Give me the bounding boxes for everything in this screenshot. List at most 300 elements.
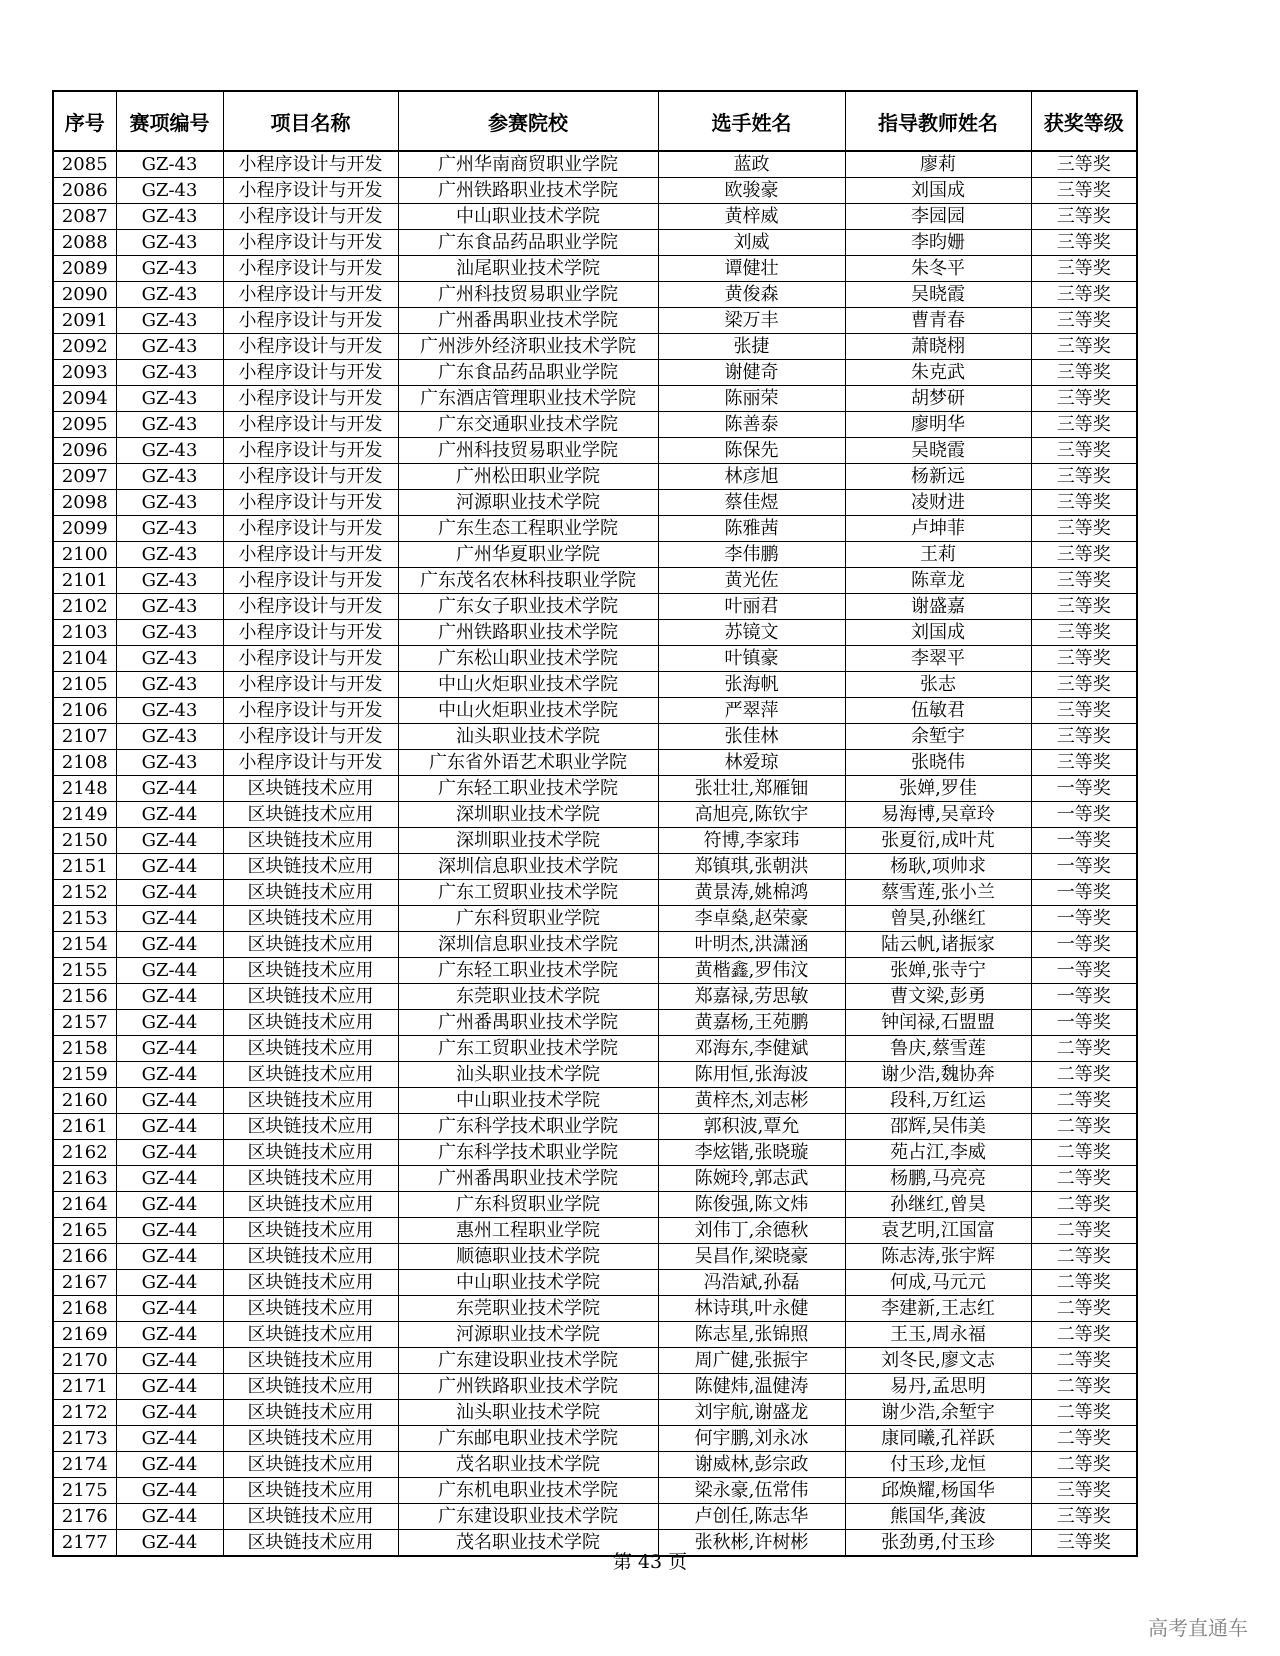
table-row [53, 1010, 1137, 1036]
cell-instructors: 朱冬平 [845, 256, 1031, 282]
cell-event-code: GZ-44 [116, 1530, 223, 1557]
cell-contestants: 刘伟丁,余德秋 [658, 1218, 845, 1244]
cell-index: 2095 [53, 412, 116, 438]
cell-instructors: 胡梦研 [845, 386, 1031, 412]
cell-project-name: 小程序设计与开发 [223, 750, 398, 776]
table-row [53, 282, 1137, 308]
cell-contestants: 谢健奇 [658, 360, 845, 386]
cell-award-level: 一等奖 [1031, 802, 1137, 828]
cell-award-level: 三等奖 [1031, 360, 1137, 386]
cell-award-level: 二等奖 [1031, 1296, 1137, 1322]
cell-index: 2158 [53, 1036, 116, 1062]
cell-award-level: 二等奖 [1031, 1140, 1137, 1166]
cell-instructors: 钟闰禄,石盟盟 [845, 1010, 1031, 1036]
cell-project-name: 区块链技术应用 [223, 1504, 398, 1530]
cell-school: 广东机电职业技术学院 [398, 1478, 658, 1504]
cell-event-code: GZ-43 [116, 438, 223, 464]
table-row [53, 1478, 1137, 1504]
cell-instructors: 廖莉 [845, 151, 1031, 178]
cell-award-level: 一等奖 [1031, 958, 1137, 984]
cell-event-code: GZ-43 [116, 230, 223, 256]
cell-contestants: 黄梓杰,刘志彬 [658, 1088, 845, 1114]
cell-instructors: 萧晓栩 [845, 334, 1031, 360]
cell-contestants: 叶明杰,洪潇涵 [658, 932, 845, 958]
cell-contestants: 陈善泰 [658, 412, 845, 438]
cell-instructors: 曾昊,孙继红 [845, 906, 1031, 932]
cell-project-name: 区块链技术应用 [223, 906, 398, 932]
cell-index: 2087 [53, 204, 116, 230]
cell-event-code: GZ-43 [116, 282, 223, 308]
cell-project-name: 区块链技术应用 [223, 1166, 398, 1192]
table-row [53, 230, 1137, 256]
cell-school: 广州番禺职业技术学院 [398, 1010, 658, 1036]
cell-project-name: 区块链技术应用 [223, 1010, 398, 1036]
cell-index: 2152 [53, 880, 116, 906]
cell-instructors: 李建新,王志红 [845, 1296, 1031, 1322]
cell-index: 2177 [53, 1530, 116, 1557]
cell-event-code: GZ-43 [116, 594, 223, 620]
cell-contestants: 高旭亮,陈钦宇 [658, 802, 845, 828]
cell-award-level: 三等奖 [1031, 412, 1137, 438]
cell-event-code: GZ-43 [116, 204, 223, 230]
cell-index: 2090 [53, 282, 116, 308]
table-row [53, 672, 1137, 698]
cell-contestants: 谭健壮 [658, 256, 845, 282]
cell-project-name: 小程序设计与开发 [223, 620, 398, 646]
cell-school: 广州铁路职业技术学院 [398, 620, 658, 646]
cell-instructors: 张志 [845, 672, 1031, 698]
cell-event-code: GZ-43 [116, 672, 223, 698]
cell-school: 广东工贸职业技术学院 [398, 1036, 658, 1062]
table-row [53, 750, 1137, 776]
cell-contestants: 何宇鹏,刘永冰 [658, 1426, 845, 1452]
cell-contestants: 陈健炜,温健涛 [658, 1374, 845, 1400]
cell-event-code: GZ-44 [116, 1296, 223, 1322]
cell-school: 深圳信息职业技术学院 [398, 932, 658, 958]
cell-contestants: 张秋彬,许树彬 [658, 1530, 845, 1557]
table-row [53, 1374, 1137, 1400]
cell-project-name: 小程序设计与开发 [223, 516, 398, 542]
cell-instructors: 刘国成 [845, 620, 1031, 646]
cell-school: 广东科学技术职业学院 [398, 1114, 658, 1140]
cell-event-code: GZ-44 [116, 1218, 223, 1244]
cell-index: 2099 [53, 516, 116, 542]
cell-award-level: 一等奖 [1031, 932, 1137, 958]
cell-event-code: GZ-43 [116, 151, 223, 178]
cell-contestants: 卢创任,陈志华 [658, 1504, 845, 1530]
cell-school: 中山火炬职业技术学院 [398, 698, 658, 724]
cell-event-code: GZ-44 [116, 1400, 223, 1426]
cell-index: 2107 [53, 724, 116, 750]
cell-award-level: 二等奖 [1031, 1270, 1137, 1296]
cell-project-name: 区块链技术应用 [223, 802, 398, 828]
cell-index: 2088 [53, 230, 116, 256]
cell-school: 广州华南商贸职业学院 [398, 151, 658, 178]
cell-index: 2169 [53, 1322, 116, 1348]
cell-award-level: 二等奖 [1031, 1036, 1137, 1062]
header-index: 序号 [53, 91, 116, 151]
cell-award-level: 三等奖 [1031, 646, 1137, 672]
table-row [53, 620, 1137, 646]
cell-event-code: GZ-44 [116, 1140, 223, 1166]
cell-instructors: 张晓伟 [845, 750, 1031, 776]
table-row [53, 1114, 1137, 1140]
cell-index: 2098 [53, 490, 116, 516]
table-row [53, 386, 1137, 412]
cell-contestants: 符博,李家玮 [658, 828, 845, 854]
cell-project-name: 区块链技术应用 [223, 1244, 398, 1270]
table-row [53, 1166, 1137, 1192]
table-row [53, 854, 1137, 880]
cell-award-level: 三等奖 [1031, 490, 1137, 516]
table-row [53, 204, 1137, 230]
table-row [53, 776, 1137, 802]
cell-contestants: 刘威 [658, 230, 845, 256]
cell-project-name: 区块链技术应用 [223, 1478, 398, 1504]
cell-school: 河源职业技术学院 [398, 1322, 658, 1348]
cell-instructors: 李翠平 [845, 646, 1031, 672]
table-row [53, 594, 1137, 620]
table-row [53, 932, 1137, 958]
cell-event-code: GZ-43 [116, 464, 223, 490]
cell-event-code: GZ-43 [116, 750, 223, 776]
cell-contestants: 郑镇琪,张朝洪 [658, 854, 845, 880]
cell-award-level: 三等奖 [1031, 178, 1137, 204]
cell-event-code: GZ-43 [116, 256, 223, 282]
cell-award-level: 二等奖 [1031, 1088, 1137, 1114]
cell-index: 2156 [53, 984, 116, 1010]
cell-school: 中山职业技术学院 [398, 204, 658, 230]
cell-contestants: 张佳林 [658, 724, 845, 750]
cell-instructors: 李园园 [845, 204, 1031, 230]
cell-contestants: 邓海东,李健斌 [658, 1036, 845, 1062]
cell-event-code: GZ-43 [116, 568, 223, 594]
watermark: 高考直通车 [1148, 1616, 1248, 1640]
cell-index: 2166 [53, 1244, 116, 1270]
cell-school: 广州铁路职业技术学院 [398, 1374, 658, 1400]
cell-award-level: 三等奖 [1031, 438, 1137, 464]
cell-project-name: 区块链技术应用 [223, 958, 398, 984]
cell-award-level: 一等奖 [1031, 776, 1137, 802]
cell-index: 2157 [53, 1010, 116, 1036]
cell-instructors: 谢少浩,魏协奔 [845, 1062, 1031, 1088]
cell-award-level: 三等奖 [1031, 568, 1137, 594]
cell-contestants: 郭积波,覃允 [658, 1114, 845, 1140]
cell-index: 2163 [53, 1166, 116, 1192]
cell-project-name: 小程序设计与开发 [223, 282, 398, 308]
table-row [53, 334, 1137, 360]
cell-index: 2173 [53, 1426, 116, 1452]
cell-instructors: 易海博,吴章玲 [845, 802, 1031, 828]
cell-event-code: GZ-44 [116, 1062, 223, 1088]
cell-project-name: 区块链技术应用 [223, 854, 398, 880]
cell-event-code: GZ-44 [116, 1426, 223, 1452]
cell-event-code: GZ-44 [116, 854, 223, 880]
cell-project-name: 小程序设计与开发 [223, 464, 398, 490]
cell-project-name: 小程序设计与开发 [223, 386, 398, 412]
table-row [53, 308, 1137, 334]
cell-event-code: GZ-44 [116, 906, 223, 932]
cell-index: 2089 [53, 256, 116, 282]
cell-contestants: 吴昌作,梁晓豪 [658, 1244, 845, 1270]
cell-contestants: 黄俊森 [658, 282, 845, 308]
cell-school: 广东轻工职业技术学院 [398, 958, 658, 984]
cell-award-level: 三等奖 [1031, 516, 1137, 542]
cell-index: 2092 [53, 334, 116, 360]
cell-contestants: 陈用恒,张海波 [658, 1062, 845, 1088]
cell-school: 广州华夏职业学院 [398, 542, 658, 568]
cell-event-code: GZ-44 [116, 1348, 223, 1374]
cell-project-name: 区块链技术应用 [223, 984, 398, 1010]
cell-school: 广东科学技术职业学院 [398, 1140, 658, 1166]
cell-award-level: 三等奖 [1031, 594, 1137, 620]
cell-project-name: 区块链技术应用 [223, 828, 398, 854]
cell-project-name: 区块链技术应用 [223, 1374, 398, 1400]
cell-index: 2108 [53, 750, 116, 776]
cell-index: 2168 [53, 1296, 116, 1322]
cell-contestants: 蓝政 [658, 151, 845, 178]
cell-school: 深圳职业技术学院 [398, 802, 658, 828]
cell-award-level: 二等奖 [1031, 1218, 1137, 1244]
cell-project-name: 区块链技术应用 [223, 776, 398, 802]
cell-school: 广东邮电职业技术学院 [398, 1426, 658, 1452]
cell-event-code: GZ-43 [116, 412, 223, 438]
cell-project-name: 区块链技术应用 [223, 1270, 398, 1296]
cell-project-name: 小程序设计与开发 [223, 256, 398, 282]
cell-contestants: 陈婉玲,郭志武 [658, 1166, 845, 1192]
cell-contestants: 梁永豪,伍常伟 [658, 1478, 845, 1504]
cell-award-level: 二等奖 [1031, 1166, 1137, 1192]
cell-event-code: GZ-44 [116, 1504, 223, 1530]
cell-event-code: GZ-43 [116, 620, 223, 646]
cell-project-name: 小程序设计与开发 [223, 412, 398, 438]
table-row [53, 256, 1137, 282]
cell-award-level: 三等奖 [1031, 334, 1137, 360]
cell-event-code: GZ-44 [116, 1270, 223, 1296]
cell-contestants: 李炫锴,张晓璇 [658, 1140, 845, 1166]
cell-project-name: 区块链技术应用 [223, 1192, 398, 1218]
cell-project-name: 区块链技术应用 [223, 1140, 398, 1166]
cell-project-name: 区块链技术应用 [223, 1062, 398, 1088]
table-row [53, 1192, 1137, 1218]
cell-school: 广东女子职业技术学院 [398, 594, 658, 620]
header-school: 参赛院校 [398, 91, 658, 151]
cell-instructors: 刘冬民,廖文志 [845, 1348, 1031, 1374]
table-row [53, 1140, 1137, 1166]
cell-index: 2174 [53, 1452, 116, 1478]
table-row [53, 1218, 1137, 1244]
header-instructors: 指导教师姓名 [845, 91, 1031, 151]
cell-event-code: GZ-44 [116, 932, 223, 958]
cell-project-name: 小程序设计与开发 [223, 698, 398, 724]
cell-school: 广东生态工程职业学院 [398, 516, 658, 542]
cell-contestants: 林彦旭 [658, 464, 845, 490]
cell-school: 广东酒店管理职业技术学院 [398, 386, 658, 412]
cell-project-name: 小程序设计与开发 [223, 594, 398, 620]
cell-project-name: 小程序设计与开发 [223, 334, 398, 360]
cell-award-level: 三等奖 [1031, 698, 1137, 724]
cell-project-name: 区块链技术应用 [223, 1296, 398, 1322]
cell-project-name: 小程序设计与开发 [223, 490, 398, 516]
cell-contestants: 李卓燊,赵荣豪 [658, 906, 845, 932]
cell-event-code: GZ-44 [116, 1010, 223, 1036]
cell-index: 2154 [53, 932, 116, 958]
cell-contestants: 张壮壮,郑雁钿 [658, 776, 845, 802]
cell-award-level: 一等奖 [1031, 854, 1137, 880]
cell-contestants: 黄景涛,姚棉鸿 [658, 880, 845, 906]
cell-contestants: 黄嘉杨,王苑鹏 [658, 1010, 845, 1036]
table-row [53, 542, 1137, 568]
cell-index: 2103 [53, 620, 116, 646]
cell-instructors: 孙继红,曾昊 [845, 1192, 1031, 1218]
cell-school: 广州涉外经济职业技术学院 [398, 334, 658, 360]
cell-school: 茂名职业技术学院 [398, 1452, 658, 1478]
cell-event-code: GZ-43 [116, 360, 223, 386]
cell-school: 深圳信息职业技术学院 [398, 854, 658, 880]
cell-event-code: GZ-44 [116, 1322, 223, 1348]
cell-instructors: 邵辉,吴伟美 [845, 1114, 1031, 1140]
cell-contestants: 李伟鹏 [658, 542, 845, 568]
cell-event-code: GZ-44 [116, 984, 223, 1010]
cell-project-name: 区块链技术应用 [223, 1426, 398, 1452]
cell-index: 2106 [53, 698, 116, 724]
table-row [53, 724, 1137, 750]
cell-award-level: 三等奖 [1031, 750, 1137, 776]
cell-school: 广州科技贸易职业学院 [398, 438, 658, 464]
table-row [53, 412, 1137, 438]
cell-instructors: 王莉 [845, 542, 1031, 568]
cell-award-level: 二等奖 [1031, 1374, 1137, 1400]
cell-award-level: 二等奖 [1031, 1062, 1137, 1088]
cell-award-level: 三等奖 [1031, 386, 1137, 412]
cell-event-code: GZ-44 [116, 1166, 223, 1192]
table-row [53, 958, 1137, 984]
cell-event-code: GZ-44 [116, 1374, 223, 1400]
cell-event-code: GZ-43 [116, 386, 223, 412]
cell-index: 2101 [53, 568, 116, 594]
cell-school: 广州铁路职业技术学院 [398, 178, 658, 204]
cell-index: 2175 [53, 1478, 116, 1504]
cell-instructors: 曹青春 [845, 308, 1031, 334]
cell-contestants: 刘宇航,谢盛龙 [658, 1400, 845, 1426]
cell-instructors: 廖明华 [845, 412, 1031, 438]
cell-project-name: 小程序设计与开发 [223, 542, 398, 568]
cell-award-level: 三等奖 [1031, 282, 1137, 308]
cell-award-level: 三等奖 [1031, 256, 1137, 282]
cell-event-code: GZ-44 [116, 802, 223, 828]
cell-event-code: GZ-44 [116, 776, 223, 802]
cell-project-name: 小程序设计与开发 [223, 151, 398, 178]
cell-project-name: 区块链技术应用 [223, 1036, 398, 1062]
cell-school: 广州番禺职业技术学院 [398, 1166, 658, 1192]
cell-school: 广东省外语艺术职业学院 [398, 750, 658, 776]
cell-project-name: 小程序设计与开发 [223, 360, 398, 386]
cell-project-name: 区块链技术应用 [223, 1400, 398, 1426]
cell-instructors: 凌财进 [845, 490, 1031, 516]
table-row [53, 1088, 1137, 1114]
table-row [53, 1244, 1137, 1270]
cell-event-code: GZ-43 [116, 178, 223, 204]
cell-school: 深圳职业技术学院 [398, 828, 658, 854]
cell-contestants: 陈保先 [658, 438, 845, 464]
cell-index: 2104 [53, 646, 116, 672]
cell-event-code: GZ-43 [116, 646, 223, 672]
cell-school: 广州科技贸易职业学院 [398, 282, 658, 308]
cell-award-level: 一等奖 [1031, 1010, 1137, 1036]
cell-award-level: 二等奖 [1031, 1400, 1137, 1426]
cell-instructors: 谢盛嘉 [845, 594, 1031, 620]
cell-instructors: 陈章龙 [845, 568, 1031, 594]
cell-instructors: 苑占江,李威 [845, 1140, 1031, 1166]
cell-project-name: 小程序设计与开发 [223, 646, 398, 672]
cell-school: 河源职业技术学院 [398, 490, 658, 516]
cell-event-code: GZ-43 [116, 724, 223, 750]
cell-project-name: 区块链技术应用 [223, 1218, 398, 1244]
table-row [53, 880, 1137, 906]
cell-instructors: 余堑宇 [845, 724, 1031, 750]
cell-instructors: 张婵,张寺宁 [845, 958, 1031, 984]
cell-contestants: 欧骏豪 [658, 178, 845, 204]
header-award-level: 获奖等级 [1031, 91, 1137, 151]
cell-contestants: 陈雅茜 [658, 516, 845, 542]
cell-index: 2176 [53, 1504, 116, 1530]
cell-index: 2165 [53, 1218, 116, 1244]
cell-instructors: 杨鹏,马亮亮 [845, 1166, 1031, 1192]
cell-contestants: 陈丽荣 [658, 386, 845, 412]
cell-instructors: 陆云帆,诸振家 [845, 932, 1031, 958]
cell-instructors: 段科,万红运 [845, 1088, 1031, 1114]
cell-instructors: 付玉珍,龙恒 [845, 1452, 1031, 1478]
cell-school: 中山职业技术学院 [398, 1270, 658, 1296]
cell-index: 2151 [53, 854, 116, 880]
cell-project-name: 小程序设计与开发 [223, 308, 398, 334]
cell-instructors: 王玉,周永福 [845, 1322, 1031, 1348]
cell-event-code: GZ-43 [116, 516, 223, 542]
cell-school: 广东食品药品职业学院 [398, 230, 658, 256]
table-row [53, 828, 1137, 854]
cell-project-name: 区块链技术应用 [223, 1088, 398, 1114]
cell-award-level: 二等奖 [1031, 1348, 1137, 1374]
cell-award-level: 三等奖 [1031, 1478, 1137, 1504]
cell-school: 广东轻工职业技术学院 [398, 776, 658, 802]
cell-award-level: 二等奖 [1031, 1114, 1137, 1140]
cell-index: 2086 [53, 178, 116, 204]
cell-contestants: 林爱琼 [658, 750, 845, 776]
table-row [53, 1452, 1137, 1478]
cell-instructors: 朱克武 [845, 360, 1031, 386]
cell-event-code: GZ-44 [116, 1088, 223, 1114]
cell-index: 2164 [53, 1192, 116, 1218]
cell-event-code: GZ-43 [116, 542, 223, 568]
cell-award-level: 三等奖 [1031, 151, 1137, 178]
table-row [53, 438, 1137, 464]
cell-instructors: 曹文梁,彭勇 [845, 984, 1031, 1010]
cell-project-name: 小程序设计与开发 [223, 204, 398, 230]
cell-index: 2155 [53, 958, 116, 984]
cell-contestants: 苏镜文 [658, 620, 845, 646]
cell-school: 东莞职业技术学院 [398, 984, 658, 1010]
cell-index: 2096 [53, 438, 116, 464]
table-row [53, 490, 1137, 516]
cell-event-code: GZ-44 [116, 1036, 223, 1062]
table-row [53, 906, 1137, 932]
cell-project-name: 区块链技术应用 [223, 1114, 398, 1140]
cell-school: 汕头职业技术学院 [398, 724, 658, 750]
cell-contestants: 陈志星,张锦照 [658, 1322, 845, 1348]
cell-index: 2097 [53, 464, 116, 490]
cell-contestants: 谢威林,彭宗政 [658, 1452, 845, 1478]
cell-contestants: 张捷 [658, 334, 845, 360]
